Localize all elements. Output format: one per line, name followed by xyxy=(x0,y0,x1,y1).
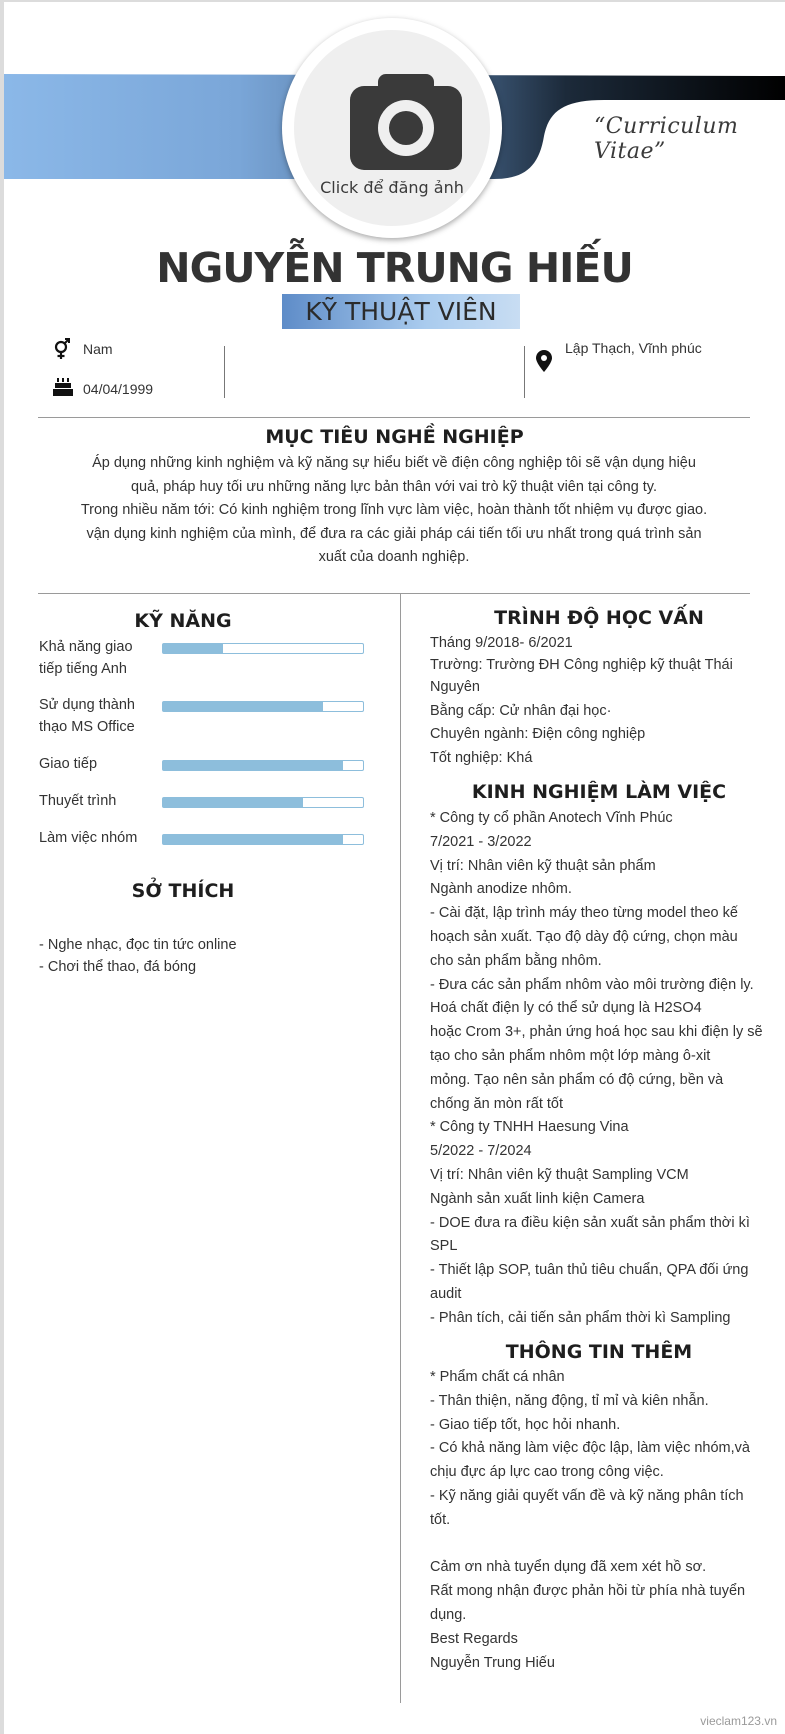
address-value: Lập Thạch, Vĩnh phúc xyxy=(565,340,702,356)
birthday-value: 04/04/1999 xyxy=(83,381,154,397)
skill-bar xyxy=(162,643,364,654)
job-title-box xyxy=(282,294,520,329)
objective-line: Trong nhiều năm tới: Có kinh nghiệm trong lĩnh vực làm việc, hoàn thành tốt nhiệm vụ được giao. xyxy=(80,502,708,518)
gender-icon xyxy=(52,338,72,360)
hobbies-title: SỞ THÍCH xyxy=(131,880,235,902)
objective-line: quả, pháp huy tối ưu những năng lực bản thân với vai trò kỹ thuật viên tại công ty. xyxy=(130,478,658,495)
experience-title: KINH NGHIỆM LÀM VIỆC xyxy=(471,781,727,803)
skill-bar xyxy=(162,834,364,845)
section-divider xyxy=(38,593,750,594)
objective-line: xuất của doanh nghiệp. xyxy=(318,549,470,565)
skills-title: KỸ NĂNG xyxy=(134,610,232,632)
objective-line: Áp dụng những kinh nghiệm và kỹ năng sự hiểu biết về điện công nghiệp tôi sẽ vận dụng hiệu xyxy=(92,455,696,471)
objective-title: MỤC TIÊU NGHỀ NGHIỆP xyxy=(265,426,524,448)
section-divider xyxy=(38,417,750,418)
skill-label: Sử dụng thành thạo MS Office xyxy=(39,697,135,735)
cv-sheet xyxy=(4,2,785,1734)
skill-label: Giao tiếp xyxy=(39,756,98,772)
curriculum-vitae-tag: “Curriculum Vitae” xyxy=(594,114,739,164)
cake-icon xyxy=(53,377,73,397)
camera-icon xyxy=(350,72,462,172)
objective-text xyxy=(34,452,754,570)
source-watermark: vieclam123.vn xyxy=(700,1714,777,1728)
skill-label: Thuyết trình xyxy=(39,793,117,809)
contact-divider xyxy=(224,346,225,398)
hobby-item: - Nghe nhạc, đọc tin tức online xyxy=(39,937,237,953)
objective-line: vận dụng kinh nghiệm của mình, để đưa ra các giải pháp cái tiến tối ưu nhất trong quá trình sản xyxy=(86,525,702,542)
skill-bar xyxy=(162,797,364,808)
additional-title: THÔNG TIN THÊM xyxy=(505,1341,693,1363)
skill-bar-fill xyxy=(163,761,343,770)
job-title: KỸ THUẬT VIÊN xyxy=(305,297,497,326)
gender-value: Nam xyxy=(83,341,113,357)
skill-label: Làm việc nhóm xyxy=(39,830,138,846)
avatar-upload[interactable] xyxy=(282,18,502,238)
upload-photo-label: Click để đăng ảnh xyxy=(320,178,464,197)
skill-bar-fill xyxy=(163,644,223,653)
location-pin-icon xyxy=(536,350,552,372)
education-text: Tháng 9/2018- 6/2021 Trường: Trường ĐH Công nghiệp kỹ thuật Thái Nguyên Bằng cấp: Cử nhân đại học· Chuyên ngành: Điện công nghiệp Tốt nghiệp: Khá xyxy=(430,635,733,766)
education-title: TRÌNH ĐỘ HỌC VẤN xyxy=(494,607,704,629)
skill-label: Khả năng giao tiếp tiếng Anh xyxy=(39,639,133,677)
avatar-placeholder[interactable] xyxy=(294,30,490,226)
skill-bar-fill xyxy=(163,835,343,844)
skill-bar xyxy=(162,760,364,771)
skill-bar xyxy=(162,701,364,712)
experience-text: * Công ty cổ phần Anotech Vĩnh Phúc 7/2021 - 3/2022 Vị trí: Nhân viên kỹ thuật sản phẩm Ngành anodize nhôm. - Cài đặt, lập trình máy theo từng model theo kế hoạch sản xuất. Tạo độ dày độ cứng, chọn màu cho sản phẩm bằng nhôm. - Đưa các sản phẩm nhôm vào môi trường điện ly. Hoá chất điện ly có thể sử dụng là H2SO4 hoặc Crom 3+, phản ứng hoá học sau khi điện ly sẽ tạo cho sản phẩm nhôm một lớp màng ô-xit mỏng. Tạo nên sản phẩm có độ cứng, bền và chống ăn mòn rất tốt * Công ty TNHH Haesung Vina 5/2022 - 7/2024 Vị trí: Nhân viên kỹ thuật Sampling VCM Ngành sản xuất linh kiện Camera - DOE đưa ra điều kiện sản xuất sản phẩm thời kì SPL - Thiết lập SOP, tuân thủ tiêu chuẩn, QPA đối ứng audit - Phân tích, cải tiến sản phẩm thời kì Sampling xyxy=(430,810,763,1326)
additional-text: * Phẩm chất cá nhân - Thân thiện, năng động, tỉ mỉ và kiên nhẫn. - Giao tiếp tốt, học hỏi nhanh. - Có khả năng làm việc độc lập, làm việc nhóm,và chịu đực áp lực cao trong công việc. - Kỹ năng giải quyết vấn đề và kỹ năng phân tích tốt. Cảm ơn nhà tuyển dụng đã xem xét hồ sơ. Rất mong nhận được phản hồi từ phía nhà tuyển dụng. Best Regards Nguyễn Trung Hiếu xyxy=(430,1369,750,1671)
skill-bar-fill xyxy=(163,702,323,711)
column-divider xyxy=(400,593,401,1703)
hobby-item: - Chơi thể thao, đá bóng xyxy=(39,959,197,975)
contact-divider xyxy=(524,346,525,398)
candidate-name: NGUYỄN TRUNG HIẾU xyxy=(156,244,633,292)
skill-bar-fill xyxy=(163,798,303,807)
